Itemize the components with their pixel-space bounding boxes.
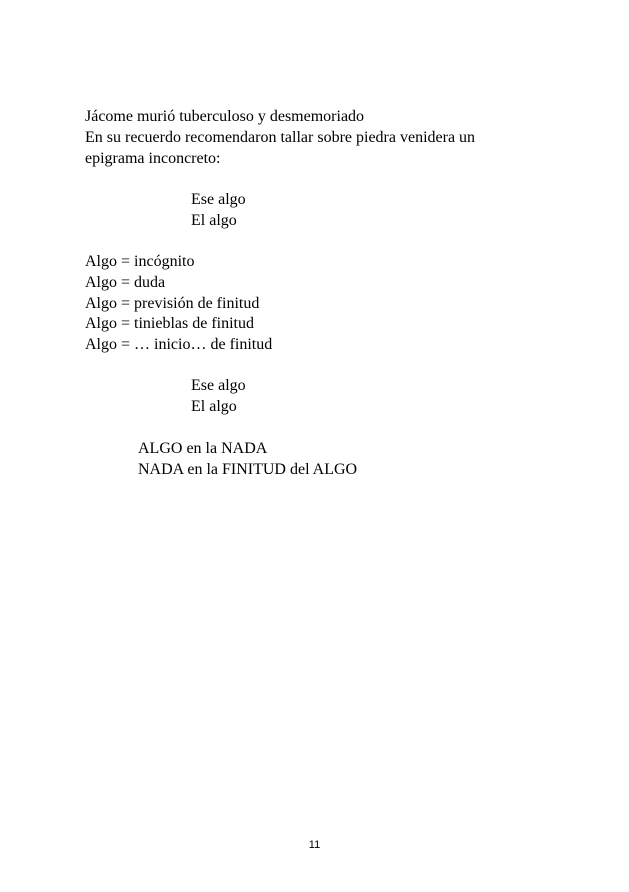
equation-line-2: Algo = duda	[85, 274, 166, 291]
closing-line-2: NADA en la FINITUD del ALGO	[138, 461, 358, 478]
stanza-2-line-1: Ese algo	[191, 377, 246, 394]
equation-line-3: Algo = previsión de finitud	[85, 295, 260, 312]
stanza-1-line-1: Ese algo	[191, 191, 246, 208]
equation-line-1: Algo = incógnito	[85, 253, 195, 270]
intro-line-2: En su recuerdo recomendaron tallar sobre piedra venidera un	[85, 129, 476, 146]
stanza-1-line-2: El algo	[191, 212, 237, 229]
intro-line-1: Jácome murió tuberculoso y desmemoriado	[85, 108, 365, 125]
equation-line-5: Algo = … inicio… de finitud	[85, 336, 273, 353]
page-number: 11	[308, 839, 321, 851]
intro-line-3: epigrama inconcreto:	[85, 150, 221, 167]
equation-line-4: Algo = tinieblas de finitud	[85, 315, 254, 332]
closing-line-1: ALGO en la NADA	[138, 440, 268, 457]
stanza-2-line-2: El algo	[191, 398, 237, 415]
